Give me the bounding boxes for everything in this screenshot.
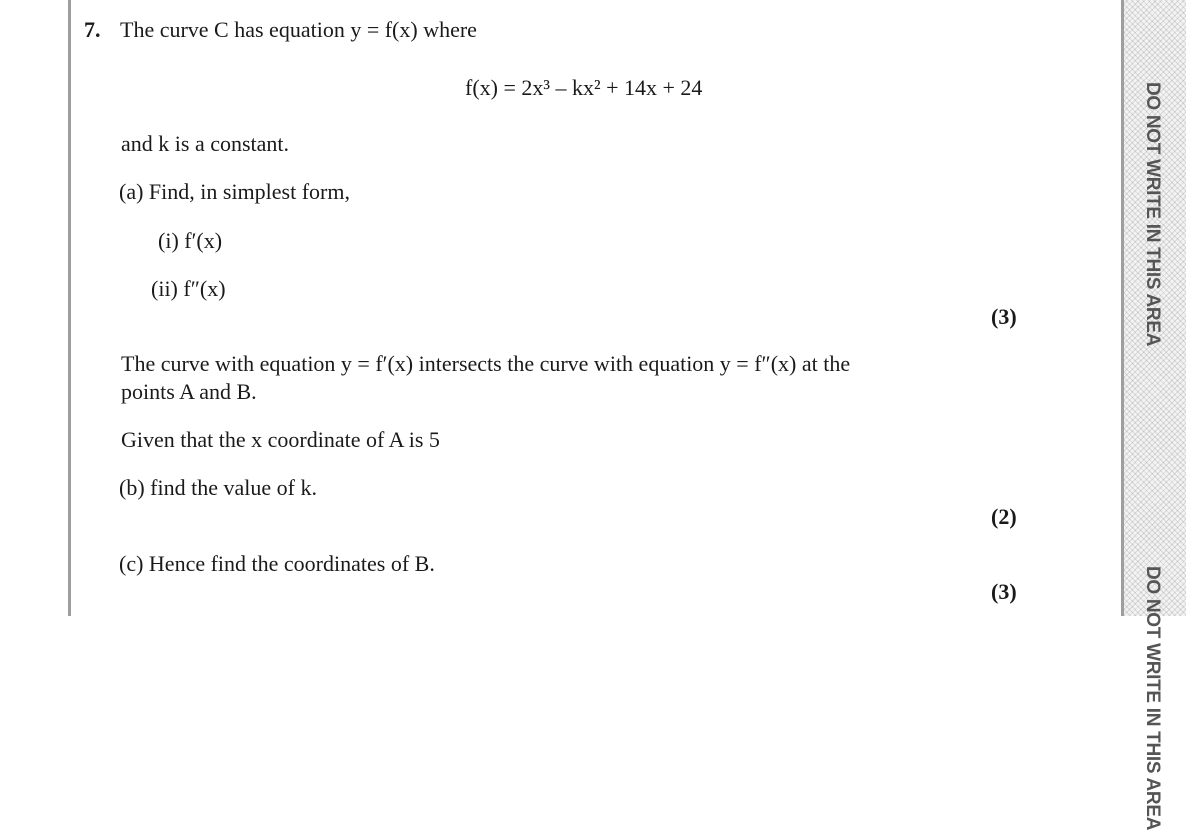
- part-a-i-text: f′(x): [184, 228, 223, 253]
- part-c-text: Hence find the coordinates of B.: [148, 551, 435, 576]
- part-a-ii-text: f″(x): [183, 276, 226, 301]
- part-b-marks: (2): [991, 504, 1017, 529]
- part-a-ii-label: (ii): [151, 276, 178, 301]
- part-c-label: (c): [119, 551, 144, 576]
- intersection-line-2: points A and B.: [121, 379, 257, 404]
- part-a-label: (a): [119, 179, 144, 204]
- part-a-ii: [151, 275, 226, 303]
- part-a: [119, 178, 350, 206]
- part-c-marks: (3): [991, 579, 1017, 604]
- question-header: [84, 16, 477, 44]
- given-statement: Given that the x coordinate of A is 5: [121, 427, 440, 452]
- part-b-label: (b): [119, 475, 145, 500]
- margin-warning-text: DO NOT WRITE IN THIS AREA: [1142, 82, 1163, 347]
- question-number: 7.: [84, 17, 101, 42]
- part-a-marks: (3): [991, 304, 1017, 329]
- intersection-line-1: The curve with equation y = f′(x) intersects the curve with equation y = f″(x) at the: [121, 351, 851, 376]
- question-intro: The curve C has equation y = f(x) where: [120, 17, 477, 42]
- margin-warning-text-cut: DO NOT WRITE IN THIS AREA: [1142, 566, 1163, 830]
- left-margin-rule: [68, 0, 71, 616]
- part-a-i: [158, 227, 222, 255]
- constant-note: and k is a constant.: [121, 131, 290, 156]
- part-a-i-label: (i): [158, 228, 179, 253]
- part-b-text: find the value of k.: [150, 475, 317, 500]
- function-equation: f(x) = 2x³ – kx² + 14x + 24: [465, 75, 703, 100]
- part-c: [119, 550, 435, 578]
- part-b: [119, 474, 317, 502]
- part-a-text: Find, in simplest form,: [148, 179, 350, 204]
